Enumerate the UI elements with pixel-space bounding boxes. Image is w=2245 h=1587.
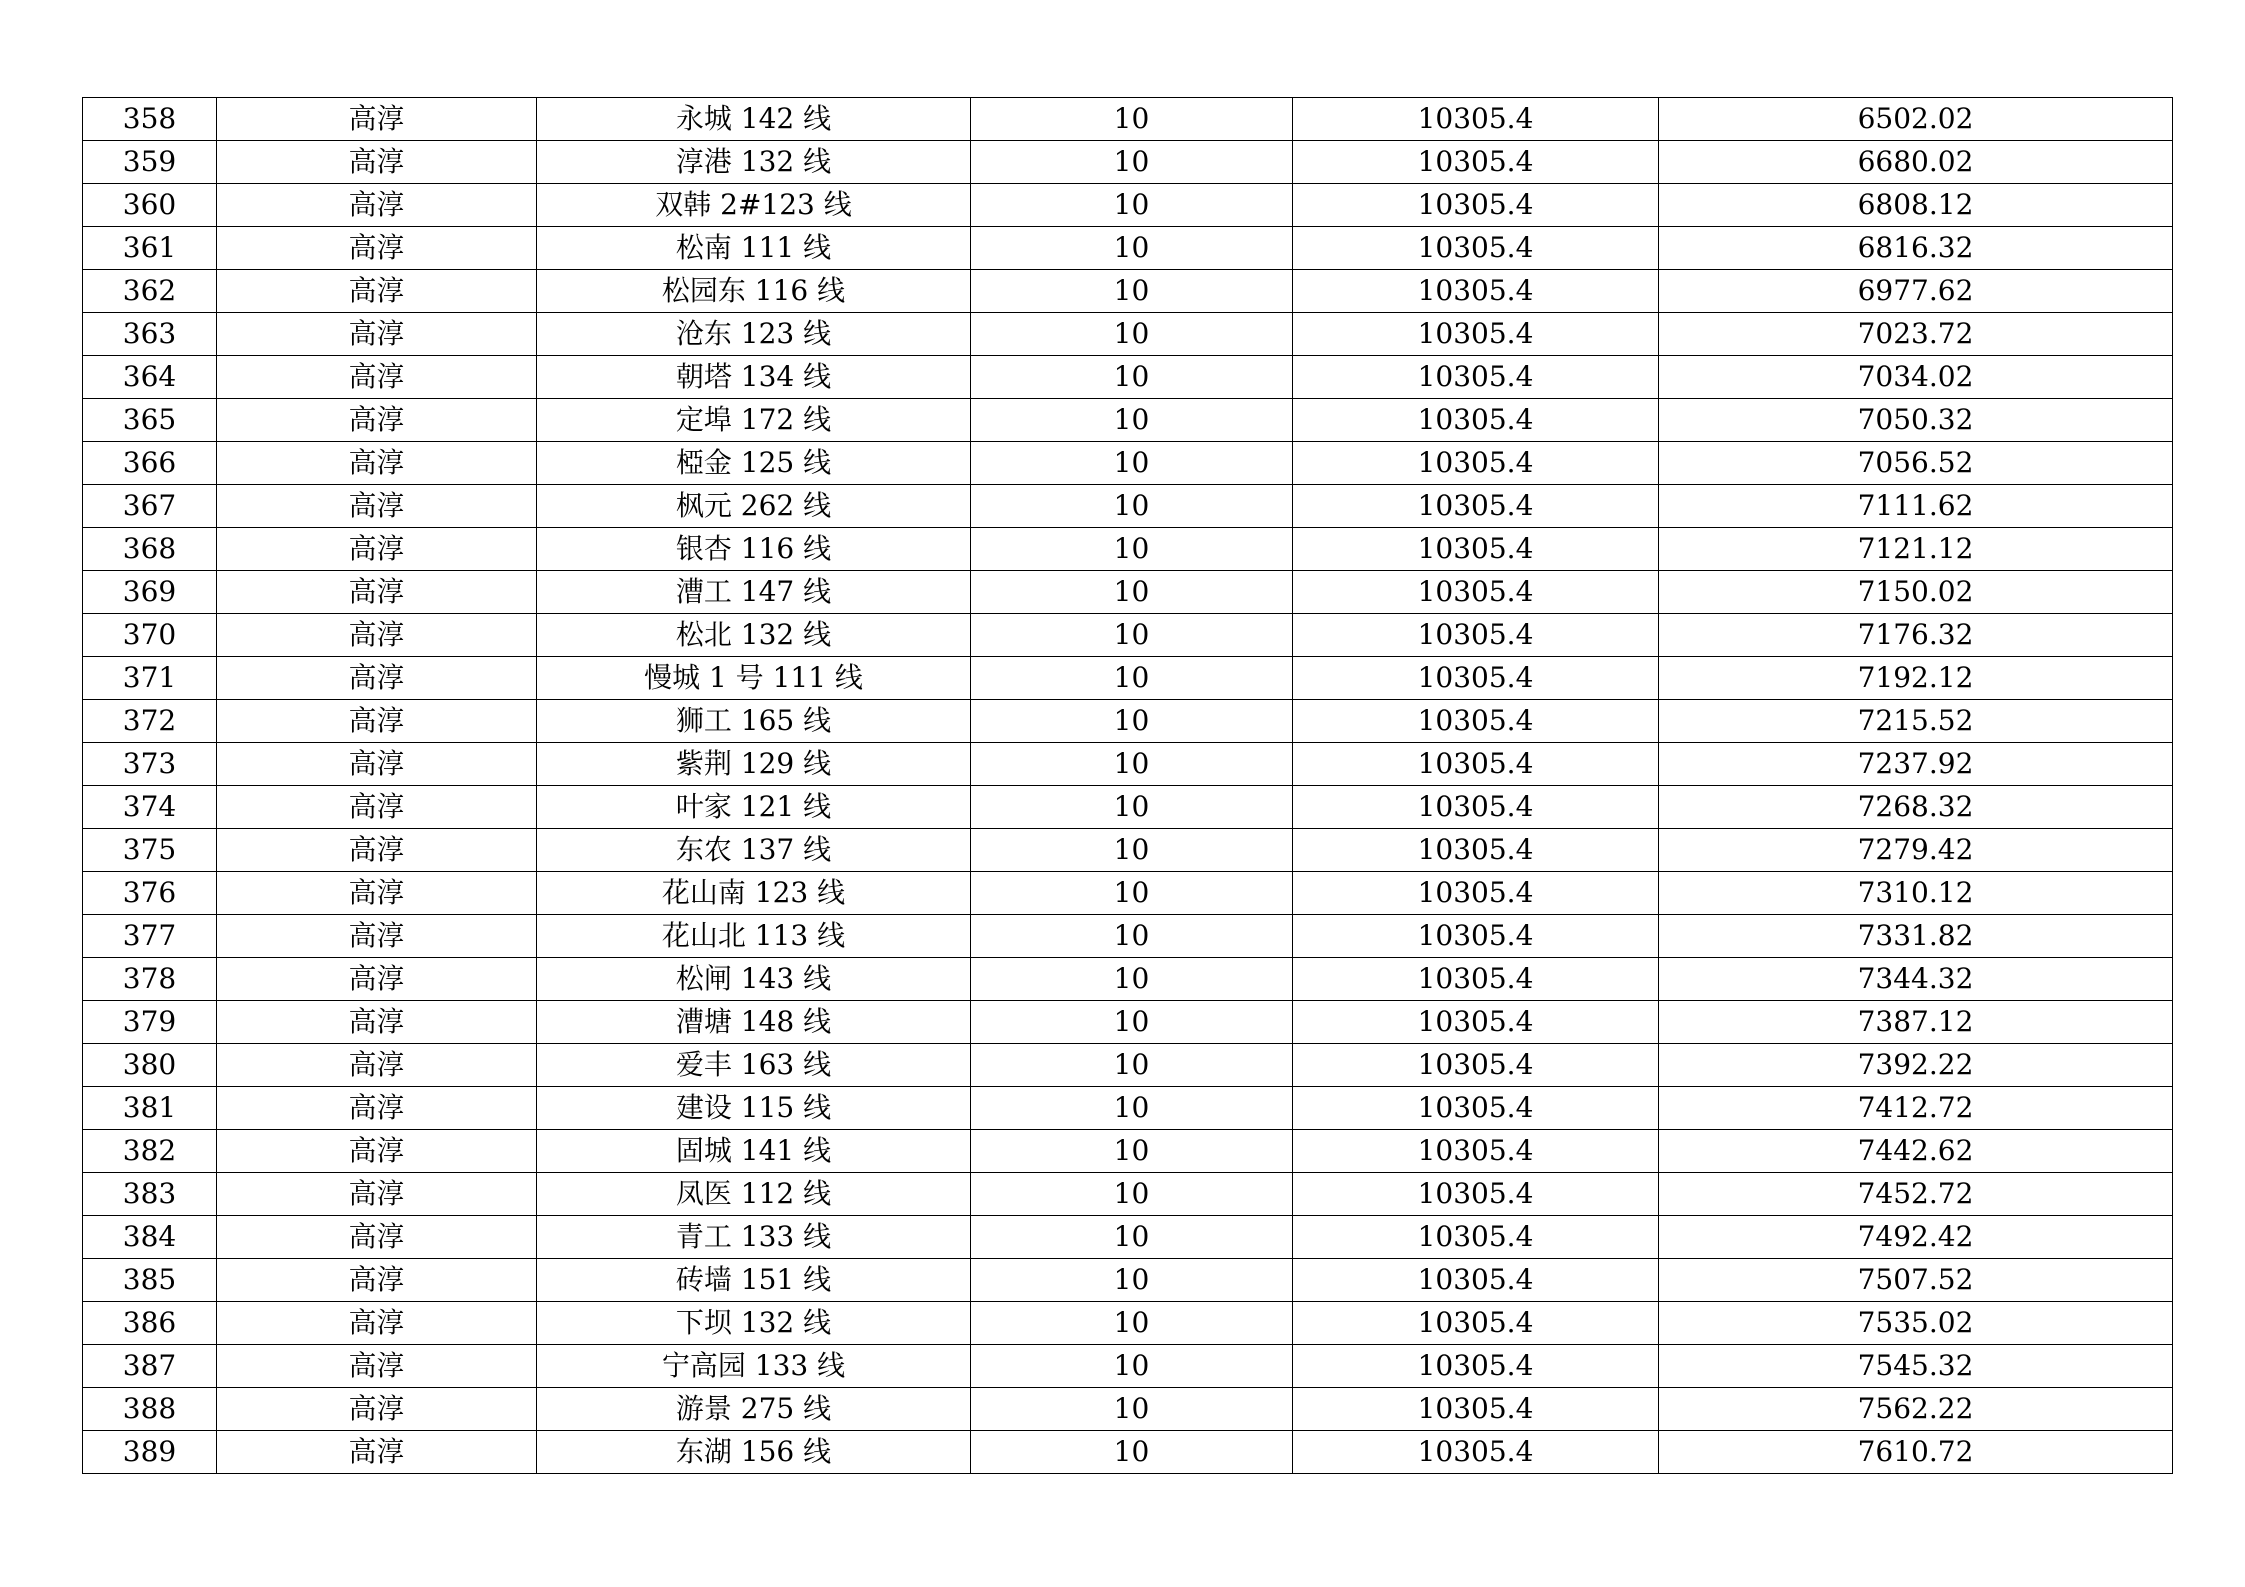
voltage-cell: 10	[971, 571, 1293, 614]
table-row	[83, 313, 2173, 356]
amount-cell: 7150.02	[1659, 571, 2173, 614]
line-name-cell: 狮工 165 线	[537, 700, 971, 743]
row-number-cell: 382	[83, 1130, 217, 1173]
row-number-cell: 377	[83, 915, 217, 958]
district-cell: 高淳	[217, 485, 537, 528]
district-cell: 高淳	[217, 829, 537, 872]
value-cell: 10305.4	[1293, 958, 1659, 1001]
amount-cell: 7121.12	[1659, 528, 2173, 571]
voltage-cell: 10	[971, 1087, 1293, 1130]
line-name-cell: 爱丰 163 线	[537, 1044, 971, 1087]
row-number-cell: 388	[83, 1388, 217, 1431]
document-page	[82, 97, 2172, 1474]
value-cell: 10305.4	[1293, 1001, 1659, 1044]
voltage-cell: 10	[971, 270, 1293, 313]
line-name-cell: 银杏 116 线	[537, 528, 971, 571]
table-row	[83, 1044, 2173, 1087]
district-cell: 高淳	[217, 571, 537, 614]
district-cell: 高淳	[217, 313, 537, 356]
line-name-cell: 淳港 132 线	[537, 141, 971, 184]
row-number-cell: 384	[83, 1216, 217, 1259]
voltage-cell: 10	[971, 1388, 1293, 1431]
district-cell: 高淳	[217, 270, 537, 313]
amount-cell: 7610.72	[1659, 1431, 2173, 1474]
amount-cell: 6680.02	[1659, 141, 2173, 184]
value-cell: 10305.4	[1293, 528, 1659, 571]
table-body	[83, 98, 2173, 1474]
amount-cell: 7034.02	[1659, 356, 2173, 399]
value-cell: 10305.4	[1293, 399, 1659, 442]
line-name-cell: 东农 137 线	[537, 829, 971, 872]
table-row	[83, 657, 2173, 700]
value-cell: 10305.4	[1293, 1044, 1659, 1087]
amount-cell: 7562.22	[1659, 1388, 2173, 1431]
voltage-cell: 10	[971, 313, 1293, 356]
line-name-cell: 枫元 262 线	[537, 485, 971, 528]
row-number-cell: 359	[83, 141, 217, 184]
row-number-cell: 383	[83, 1173, 217, 1216]
row-number-cell: 361	[83, 227, 217, 270]
district-cell: 高淳	[217, 1130, 537, 1173]
district-cell: 高淳	[217, 1388, 537, 1431]
district-cell: 高淳	[217, 1173, 537, 1216]
voltage-cell: 10	[971, 356, 1293, 399]
voltage-cell: 10	[971, 141, 1293, 184]
voltage-cell: 10	[971, 1302, 1293, 1345]
line-name-cell: 下坝 132 线	[537, 1302, 971, 1345]
line-name-cell: 紫荆 129 线	[537, 743, 971, 786]
value-cell: 10305.4	[1293, 1345, 1659, 1388]
table-row	[83, 1001, 2173, 1044]
row-number-cell: 362	[83, 270, 217, 313]
voltage-cell: 10	[971, 227, 1293, 270]
table-row	[83, 743, 2173, 786]
amount-cell: 7535.02	[1659, 1302, 2173, 1345]
value-cell: 10305.4	[1293, 1302, 1659, 1345]
line-name-cell: 青工 133 线	[537, 1216, 971, 1259]
row-number-cell: 367	[83, 485, 217, 528]
district-cell: 高淳	[217, 1087, 537, 1130]
amount-cell: 6977.62	[1659, 270, 2173, 313]
voltage-cell: 10	[971, 184, 1293, 227]
voltage-cell: 10	[971, 1345, 1293, 1388]
line-name-cell: 叶家 121 线	[537, 786, 971, 829]
voltage-cell: 10	[971, 700, 1293, 743]
value-cell: 10305.4	[1293, 571, 1659, 614]
district-cell: 高淳	[217, 442, 537, 485]
district-cell: 高淳	[217, 915, 537, 958]
table-row	[83, 485, 2173, 528]
amount-cell: 7387.12	[1659, 1001, 2173, 1044]
district-cell: 高淳	[217, 528, 537, 571]
district-cell: 高淳	[217, 184, 537, 227]
district-cell: 高淳	[217, 700, 537, 743]
table-row	[83, 1431, 2173, 1474]
value-cell: 10305.4	[1293, 98, 1659, 141]
district-cell: 高淳	[217, 1001, 537, 1044]
amount-cell: 7331.82	[1659, 915, 2173, 958]
line-name-cell: 双韩 2#123 线	[537, 184, 971, 227]
amount-cell: 6816.32	[1659, 227, 2173, 270]
table-row	[83, 98, 2173, 141]
district-cell: 高淳	[217, 614, 537, 657]
line-name-cell: 沧东 123 线	[537, 313, 971, 356]
row-number-cell: 365	[83, 399, 217, 442]
line-name-cell: 东湖 156 线	[537, 1431, 971, 1474]
amount-cell: 7023.72	[1659, 313, 2173, 356]
table-row	[83, 958, 2173, 1001]
value-cell: 10305.4	[1293, 1216, 1659, 1259]
amount-cell: 7050.32	[1659, 399, 2173, 442]
amount-cell: 7176.32	[1659, 614, 2173, 657]
district-cell: 高淳	[217, 1431, 537, 1474]
table-row	[83, 1302, 2173, 1345]
amount-cell: 7442.62	[1659, 1130, 2173, 1173]
value-cell: 10305.4	[1293, 1259, 1659, 1302]
line-name-cell: 宁高园 133 线	[537, 1345, 971, 1388]
row-number-cell: 379	[83, 1001, 217, 1044]
row-number-cell: 369	[83, 571, 217, 614]
row-number-cell: 363	[83, 313, 217, 356]
table-row	[83, 184, 2173, 227]
row-number-cell: 386	[83, 1302, 217, 1345]
value-cell: 10305.4	[1293, 141, 1659, 184]
amount-cell: 6502.02	[1659, 98, 2173, 141]
line-name-cell: 建设 115 线	[537, 1087, 971, 1130]
amount-cell: 7111.62	[1659, 485, 2173, 528]
value-cell: 10305.4	[1293, 184, 1659, 227]
value-cell: 10305.4	[1293, 1388, 1659, 1431]
amount-cell: 7507.52	[1659, 1259, 2173, 1302]
table-row	[83, 141, 2173, 184]
row-number-cell: 372	[83, 700, 217, 743]
voltage-cell: 10	[971, 1431, 1293, 1474]
line-name-cell: 凤医 112 线	[537, 1173, 971, 1216]
value-cell: 10305.4	[1293, 270, 1659, 313]
amount-cell: 6808.12	[1659, 184, 2173, 227]
line-name-cell: 椏金 125 线	[537, 442, 971, 485]
value-cell: 10305.4	[1293, 657, 1659, 700]
voltage-cell: 10	[971, 958, 1293, 1001]
amount-cell: 7237.92	[1659, 743, 2173, 786]
value-cell: 10305.4	[1293, 227, 1659, 270]
voltage-cell: 10	[971, 1173, 1293, 1216]
voltage-cell: 10	[971, 1216, 1293, 1259]
voltage-cell: 10	[971, 399, 1293, 442]
table-row	[83, 1345, 2173, 1388]
table-row	[83, 571, 2173, 614]
row-number-cell: 376	[83, 872, 217, 915]
amount-cell: 7412.72	[1659, 1087, 2173, 1130]
amount-cell: 7215.52	[1659, 700, 2173, 743]
data-table	[82, 97, 2173, 1474]
value-cell: 10305.4	[1293, 356, 1659, 399]
row-number-cell: 371	[83, 657, 217, 700]
table-row	[83, 1216, 2173, 1259]
district-cell: 高淳	[217, 141, 537, 184]
district-cell: 高淳	[217, 872, 537, 915]
amount-cell: 7310.12	[1659, 872, 2173, 915]
voltage-cell: 10	[971, 1001, 1293, 1044]
voltage-cell: 10	[971, 1044, 1293, 1087]
table-row	[83, 1173, 2173, 1216]
voltage-cell: 10	[971, 1130, 1293, 1173]
value-cell: 10305.4	[1293, 1431, 1659, 1474]
district-cell: 高淳	[217, 657, 537, 700]
line-name-cell: 永城 142 线	[537, 98, 971, 141]
district-cell: 高淳	[217, 743, 537, 786]
table-row	[83, 614, 2173, 657]
voltage-cell: 10	[971, 485, 1293, 528]
value-cell: 10305.4	[1293, 1130, 1659, 1173]
line-name-cell: 固城 141 线	[537, 1130, 971, 1173]
line-name-cell: 松北 132 线	[537, 614, 971, 657]
table-row	[83, 829, 2173, 872]
table-row	[83, 399, 2173, 442]
row-number-cell: 360	[83, 184, 217, 227]
amount-cell: 7279.42	[1659, 829, 2173, 872]
table-row	[83, 1087, 2173, 1130]
voltage-cell: 10	[971, 872, 1293, 915]
voltage-cell: 10	[971, 743, 1293, 786]
voltage-cell: 10	[971, 98, 1293, 141]
value-cell: 10305.4	[1293, 700, 1659, 743]
row-number-cell: 381	[83, 1087, 217, 1130]
row-number-cell: 375	[83, 829, 217, 872]
line-name-cell: 慢城 1 号 111 线	[537, 657, 971, 700]
amount-cell: 7545.32	[1659, 1345, 2173, 1388]
voltage-cell: 10	[971, 657, 1293, 700]
voltage-cell: 10	[971, 829, 1293, 872]
amount-cell: 7452.72	[1659, 1173, 2173, 1216]
value-cell: 10305.4	[1293, 743, 1659, 786]
line-name-cell: 游景 275 线	[537, 1388, 971, 1431]
line-name-cell: 砖墙 151 线	[537, 1259, 971, 1302]
row-number-cell: 389	[83, 1431, 217, 1474]
table-row	[83, 356, 2173, 399]
line-name-cell: 定埠 172 线	[537, 399, 971, 442]
value-cell: 10305.4	[1293, 915, 1659, 958]
value-cell: 10305.4	[1293, 786, 1659, 829]
table-row	[83, 1388, 2173, 1431]
table-row	[83, 528, 2173, 571]
voltage-cell: 10	[971, 528, 1293, 571]
table-row	[83, 227, 2173, 270]
row-number-cell: 366	[83, 442, 217, 485]
voltage-cell: 10	[971, 786, 1293, 829]
voltage-cell: 10	[971, 442, 1293, 485]
table-row	[83, 786, 2173, 829]
voltage-cell: 10	[971, 1259, 1293, 1302]
value-cell: 10305.4	[1293, 1173, 1659, 1216]
row-number-cell: 380	[83, 1044, 217, 1087]
table-row	[83, 915, 2173, 958]
line-name-cell: 花山北 113 线	[537, 915, 971, 958]
district-cell: 高淳	[217, 356, 537, 399]
row-number-cell: 378	[83, 958, 217, 1001]
table-row	[83, 442, 2173, 485]
amount-cell: 7492.42	[1659, 1216, 2173, 1259]
line-name-cell: 漕工 147 线	[537, 571, 971, 614]
table-row	[83, 270, 2173, 313]
row-number-cell: 368	[83, 528, 217, 571]
value-cell: 10305.4	[1293, 1087, 1659, 1130]
district-cell: 高淳	[217, 1044, 537, 1087]
row-number-cell: 374	[83, 786, 217, 829]
district-cell: 高淳	[217, 399, 537, 442]
table-row	[83, 872, 2173, 915]
line-name-cell: 漕塘 148 线	[537, 1001, 971, 1044]
voltage-cell: 10	[971, 915, 1293, 958]
amount-cell: 7192.12	[1659, 657, 2173, 700]
line-name-cell: 花山南 123 线	[537, 872, 971, 915]
row-number-cell: 370	[83, 614, 217, 657]
voltage-cell: 10	[971, 614, 1293, 657]
amount-cell: 7056.52	[1659, 442, 2173, 485]
row-number-cell: 385	[83, 1259, 217, 1302]
line-name-cell: 松南 111 线	[537, 227, 971, 270]
amount-cell: 7344.32	[1659, 958, 2173, 1001]
district-cell: 高淳	[217, 1259, 537, 1302]
value-cell: 10305.4	[1293, 485, 1659, 528]
value-cell: 10305.4	[1293, 313, 1659, 356]
row-number-cell: 358	[83, 98, 217, 141]
table-row	[83, 700, 2173, 743]
row-number-cell: 387	[83, 1345, 217, 1388]
line-name-cell: 松闸 143 线	[537, 958, 971, 1001]
value-cell: 10305.4	[1293, 442, 1659, 485]
line-name-cell: 朝塔 134 线	[537, 356, 971, 399]
district-cell: 高淳	[217, 1216, 537, 1259]
district-cell: 高淳	[217, 1345, 537, 1388]
row-number-cell: 373	[83, 743, 217, 786]
amount-cell: 7392.22	[1659, 1044, 2173, 1087]
value-cell: 10305.4	[1293, 829, 1659, 872]
table-row	[83, 1259, 2173, 1302]
value-cell: 10305.4	[1293, 614, 1659, 657]
line-name-cell: 松园东 116 线	[537, 270, 971, 313]
district-cell: 高淳	[217, 1302, 537, 1345]
amount-cell: 7268.32	[1659, 786, 2173, 829]
row-number-cell: 364	[83, 356, 217, 399]
district-cell: 高淳	[217, 98, 537, 141]
district-cell: 高淳	[217, 227, 537, 270]
district-cell: 高淳	[217, 786, 537, 829]
district-cell: 高淳	[217, 958, 537, 1001]
value-cell: 10305.4	[1293, 872, 1659, 915]
table-row	[83, 1130, 2173, 1173]
